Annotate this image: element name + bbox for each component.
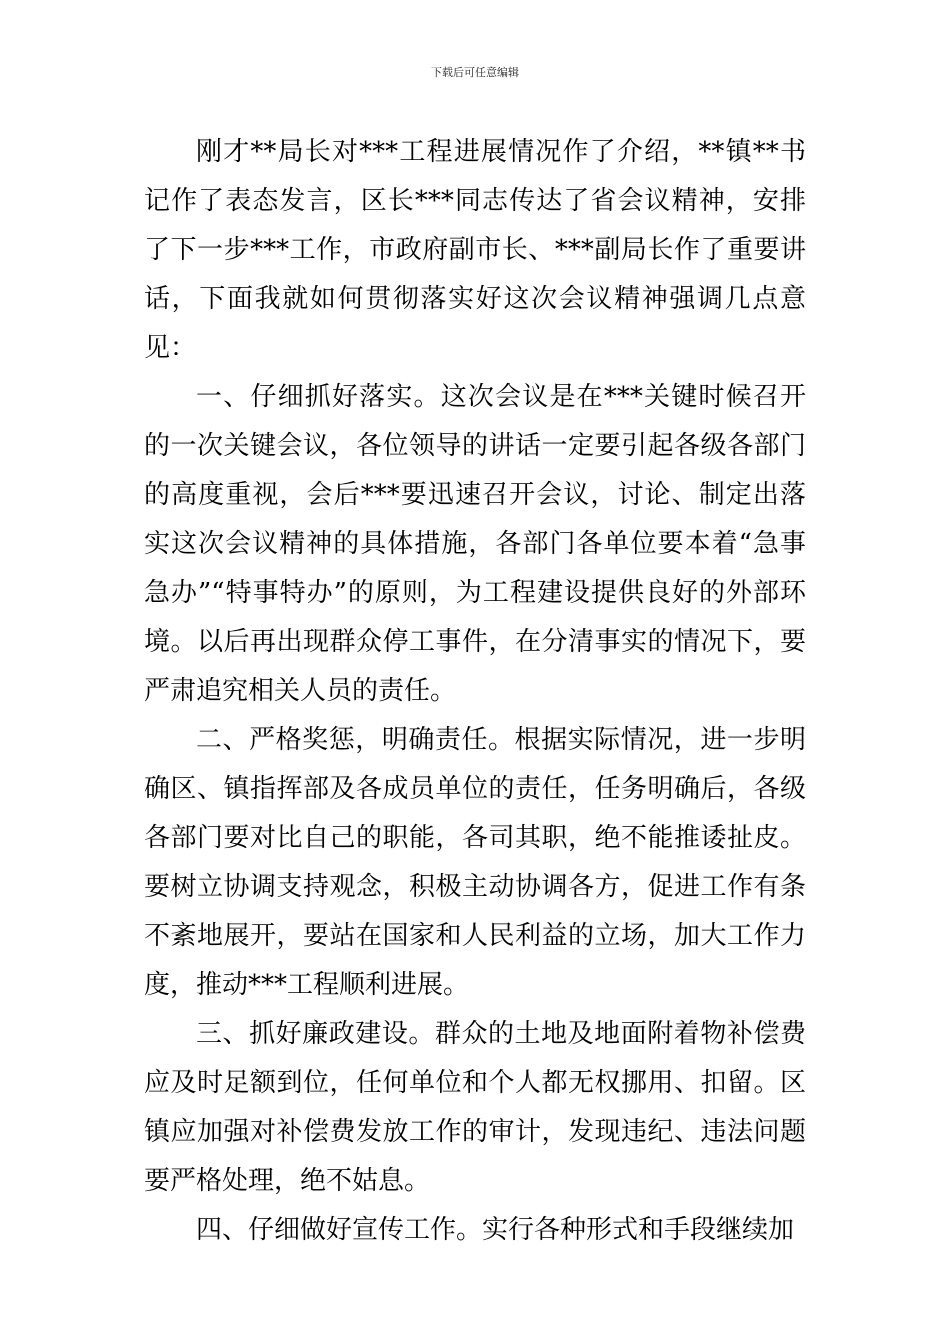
paragraph-point-1: 一、仔细抓好落实。这次会议是在***关键时候召开的一次关键会议，各位领导的讲话一定要引起各级各部门的高度重视，会后***要迅速召开会议，讨论、制定出落实这次会议精神的具体措施，各部门各单位要本着“急事急办”“特事特办”的原则，为工程建设提供良好的外部环境。以后再出现群众停工事件，在分清事实的情况下，要严肃追究相关人员的责任。: [144, 382, 806, 706]
page-header-note: 下载后可任意编辑: [431, 66, 519, 79]
paragraph-point-4: 四、仔细做好宣传工作。实行各种形式和手段继续加: [196, 1215, 795, 1245]
document-body: [144, 128, 806, 1255]
paragraph-intro: 刚才**局长对***工程进展情况作了介绍，**镇**书记作了表态发言，区长***同志传达了省会议精神，安排了下一步***工作，市政府副市长、***副局长作了重要讲话，下面我就如何贯彻落实好这次会议精神强调几点意见：: [144, 137, 806, 363]
paragraph-point-3: 三、抓好廉政建设。群众的土地及地面附着物补偿费应及时足额到位，任何单位和个人都无权挪用、扣留。区镇应加强对补偿费发放工作的审计，发现违纪、违法问题要严格处理，绝不姑息。: [144, 1019, 806, 1196]
paragraph-point-2: 二、严格奖惩，明确责任。根据实际情况，进一步明确区、镇指挥部及各成员单位的责任，任务明确后，各级各部门要对比自己的职能，各司其职，绝不能推诿扯皮。要树立协调支持观念，积极主动协调各方，促进工作有条不紊地展开，要站在国家和人民利益的立场，加大工作力度，推动***工程顺利进展。: [144, 725, 806, 1000]
